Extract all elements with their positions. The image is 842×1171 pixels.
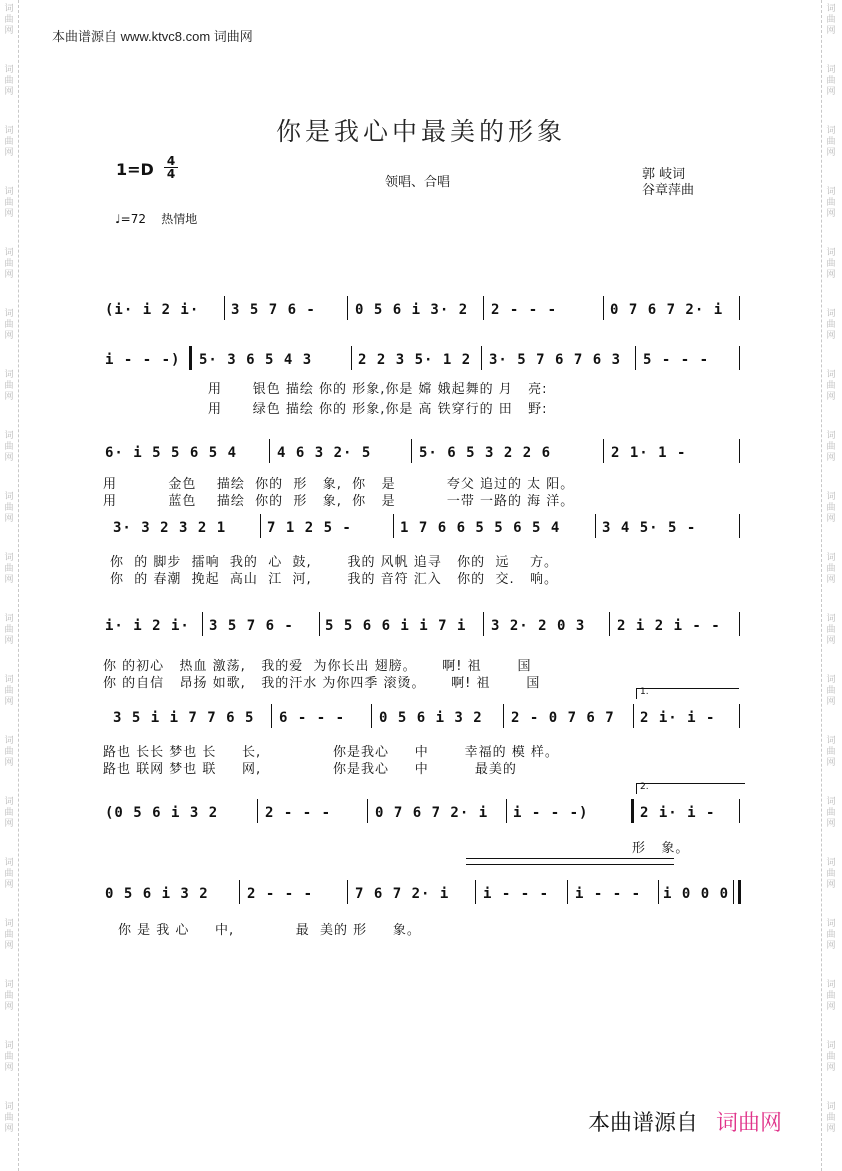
measure: 5· 6 5 3 2 2 6 (419, 445, 552, 461)
time-signature-top: 4 (164, 155, 178, 168)
lyric-line: 用 蓝色 描绘 你的 形 象, 你 是 一带 一路的 海 洋。 (103, 494, 575, 509)
measure: 6 - - - (279, 710, 346, 726)
watermark-mark: 词曲网 (4, 675, 14, 707)
measure: 2 - - - (265, 805, 332, 821)
measure: 0 5 6 i 3 2 (105, 886, 209, 902)
measure: 0 7 6 7 2· i (375, 805, 489, 821)
watermark-mark: 词曲网 (4, 736, 14, 768)
watermark-mark: 词曲网 (826, 126, 836, 158)
measure: 2 - - - (491, 302, 558, 318)
watermark-mark: 词曲网 (4, 553, 14, 585)
measure: 3 2· 2 0 3 (491, 618, 586, 634)
watermark-mark: 词曲网 (4, 919, 14, 951)
measure: 5 5 6 6 i i 7 i (325, 618, 467, 634)
volta-label: 2. (640, 782, 649, 792)
lyric-line: 形 象。 (632, 841, 690, 856)
watermark-mark: 词曲网 (826, 65, 836, 97)
left-watermark-strip (0, 0, 19, 1171)
notation-system-5 (103, 618, 743, 644)
watermark-mark: 词曲网 (4, 187, 14, 219)
tempo-marking (115, 210, 197, 227)
measure: i - - - (483, 886, 550, 902)
watermark-mark: 词曲网 (826, 4, 836, 36)
measure: 0 5 6 i 3· 2 (355, 302, 469, 318)
measure: 7 6 7 2· i (355, 886, 450, 902)
lyric-line: 用 金色 描绘 你的 形 象, 你 是 夸父 追过的 太 阳。 (103, 477, 575, 492)
measure: i - - - (575, 886, 642, 902)
lyric-line: 你 的初心 热血 激荡, 我的爱 为你长出 翅膀。 啊! 祖 国 (103, 659, 532, 674)
watermark-mark: 词曲网 (826, 309, 836, 341)
first-ending-bracket (636, 688, 739, 699)
lyric-line: 路也 长长 梦也 长 长, 你是我心 中 幸福的 模 样。 (103, 745, 559, 760)
watermark-mark: 词曲网 (4, 309, 14, 341)
watermark-mark: 词曲网 (4, 126, 14, 158)
measure: 3· 3 2 3 2 1 (113, 520, 227, 536)
watermark-mark: 词曲网 (826, 1041, 836, 1073)
notation-system-3 (103, 445, 743, 471)
measure: 4 6 3 2· 5 (277, 445, 372, 461)
watermark-mark: 词曲网 (826, 980, 836, 1012)
watermark-mark: 词曲网 (4, 65, 14, 97)
measure: 5· 3 6 5 4 3 (199, 352, 313, 368)
notation-system-7 (103, 805, 743, 831)
measure: 2 - - - (247, 886, 314, 902)
lyricist-credit: 郭 岐词 (642, 167, 686, 182)
watermark-mark: 词曲网 (826, 492, 836, 524)
measure: (i· i 2 i· (105, 302, 200, 318)
watermark-mark: 词曲网 (826, 370, 836, 402)
measure: i - - -) (105, 352, 181, 368)
watermark-mark: 词曲网 (826, 614, 836, 646)
notation-system-2 (103, 352, 743, 378)
measure: i· i 2 i· (105, 618, 190, 634)
source-header: 本曲谱源自 www.ktvc8.com 词曲网 (52, 29, 253, 44)
time-signature-bottom: 4 (166, 167, 176, 181)
watermark-mark: 词曲网 (4, 431, 14, 463)
time-signature (164, 155, 178, 180)
performance-style: 领唱、合唱 (385, 175, 451, 190)
measure: 2 1· 1 - (611, 445, 687, 461)
watermark-mark: 词曲网 (826, 919, 836, 951)
measure: i 0 0 0 (663, 886, 730, 902)
measure: 0 7 6 7 2· i (610, 302, 724, 318)
lyric-line: 路也 联网 梦也 联 网, 你是我心 中 最美的 (103, 762, 517, 777)
measure: 2 i· i - (640, 710, 716, 726)
lyric-line: 你 的 脚步 擂响 我的 心 鼓, 我的 风帆 追寻 你的 远 方。 (110, 555, 558, 570)
notation-system-4 (103, 520, 743, 546)
notation-system-1 (103, 302, 743, 328)
measure: 3 5 7 6 - (209, 618, 294, 634)
measure: 2 i· i - (640, 805, 716, 821)
measure: 5 - - - (643, 352, 710, 368)
tempo-value: ♩=72 (115, 212, 146, 226)
measure: 2 i 2 i - - (617, 618, 721, 634)
watermark-mark: 词曲网 (4, 1102, 14, 1134)
song-title: 你是我心中最美的形象 (275, 117, 566, 146)
lyric-line: 用 银色 描绘 你的 形象,你是 嫦 娥起舞的 月 亮: (208, 382, 548, 397)
measure: 3 5 i i 7 7 6 5 (113, 710, 255, 726)
watermark-mark: 词曲网 (826, 797, 836, 829)
volta-label: 1. (640, 687, 649, 697)
notation-system-6 (103, 710, 743, 736)
watermark-mark: 词曲网 (826, 248, 836, 280)
footer-text: 本曲谱源自 (587, 1111, 698, 1136)
measure: 6· i 5 5 6 5 4 (105, 445, 238, 461)
watermark-mark: 词曲网 (4, 492, 14, 524)
measure: 7 1 2 5 - (267, 520, 352, 536)
watermark-mark: 词曲网 (826, 736, 836, 768)
composer-credit: 谷章萍曲 (642, 183, 695, 198)
right-watermark-strip (821, 0, 842, 1171)
lyric-line: 你 的自信 昂扬 如歌, 我的汗水 为你四季 滚烫。 啊! 祖 国 (103, 676, 541, 691)
watermark-mark: 词曲网 (826, 553, 836, 585)
watermark-mark: 词曲网 (826, 187, 836, 219)
footer-brand[interactable]: 词曲网 (715, 1111, 782, 1136)
notation-system-8 (103, 886, 743, 912)
watermark-mark: 词曲网 (826, 858, 836, 890)
tie-line (466, 864, 674, 865)
tie-line (466, 858, 674, 859)
measure: 2 - 0 7 6 7 (511, 710, 615, 726)
measure: 3 4 5· 5 - (602, 520, 697, 536)
expression-marking: 热情地 (161, 212, 198, 226)
watermark-mark: 词曲网 (4, 858, 14, 890)
measure: 2 2 3 5· 1 2 (358, 352, 472, 368)
measure: 1 7 6 6 5 5 6 5 4 (400, 520, 561, 536)
watermark-mark: 词曲网 (4, 614, 14, 646)
key-signature: 1=D (116, 160, 154, 179)
watermark-mark: 词曲网 (4, 797, 14, 829)
measure: (0 5 6 i 3 2 (105, 805, 219, 821)
watermark-mark: 词曲网 (4, 370, 14, 402)
watermark-mark: 词曲网 (826, 675, 836, 707)
lyric-line: 用 绿色 描绘 你的 形象,你是 高 铁穿行的 田 野: (208, 402, 548, 417)
watermark-mark: 词曲网 (4, 980, 14, 1012)
measure: 0 5 6 i 3 2 (379, 710, 483, 726)
watermark-mark: 词曲网 (826, 1102, 836, 1134)
watermark-mark: 词曲网 (4, 4, 14, 36)
watermark-mark: 词曲网 (4, 1041, 14, 1073)
footer-source (588, 1106, 782, 1137)
lyric-line: 你 的 春潮 挽起 高山 江 河, 我的 音符 汇入 你的 交. 响。 (110, 572, 558, 587)
measure: 3 5 7 6 - (231, 302, 316, 318)
measure: 3· 5 7 6 7 6 3 (489, 352, 622, 368)
second-ending-bracket (636, 783, 745, 794)
lyric-line: 你 是 我 心 中, 最 美的 形 象。 (118, 923, 421, 938)
watermark-mark: 词曲网 (4, 248, 14, 280)
measure: i - - -) (513, 805, 589, 821)
watermark-mark: 词曲网 (826, 431, 836, 463)
